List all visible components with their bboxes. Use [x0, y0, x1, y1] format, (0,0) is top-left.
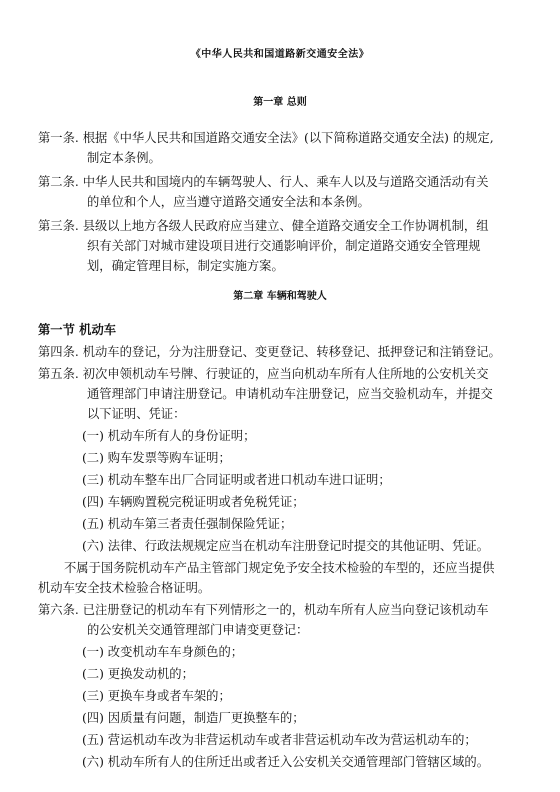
article-5-item: (四) 车辆购置税完税证明或者免税凭证； [82, 495, 305, 509]
article-6-line-1: 第六条. 已注册登记的机动车有下列情形之一的，机动车所有人应当向登记该机动车 [38, 603, 489, 617]
article-2-line-2: 的单位和个人，应当遵守道路交通安全法和本条例。 [87, 195, 370, 209]
article-5-line-1: 第五条. 初次申领机动车号牌、行驶证的，应当向机动车所有人住所地的公安机关交 [38, 367, 489, 381]
article-4-line-1: 第四条. 机动车的登记，分为注册登记、变更登记、转移登记、抵押登记和注销登记。 [38, 345, 501, 359]
article-1-line-2: 制定本条例。 [87, 151, 161, 165]
article-6-item: (五) 营运机动车改为非营运机动车或者非营运机动车改为营运机动车的； [82, 733, 477, 747]
article-6-item: (三) 更换车身或者车架的； [82, 689, 231, 703]
article-5-paragraph-line-2: 机动车安全技术检验合格证明。 [38, 581, 211, 595]
chapter-1-title: 第一章 总则 [253, 97, 307, 108]
chapter-2-title: 第二章 车辆和驾驶人 [233, 291, 327, 302]
article-5-paragraph-line-1: 不属于国务院机动车产品主管部门规定免予安全技术检验的车型的，还应当提供 [64, 561, 495, 575]
article-5-line-3: 以下证明、凭证： [87, 407, 186, 421]
article-6-item: (六) 机动车所有人的住所迁出或者迁入公安机关交通管理部门管辖区域的。 [82, 755, 490, 769]
document-title: 《中华人民共和国道路新交通安全法》 [190, 49, 370, 60]
article-5-item: (六) 法律、行政法规规定应当在机动车注册登记时提交的其他证明、凭证。 [82, 539, 490, 553]
article-1-line-1: 第一条. 根据《中华人民共和国道路交通安全法》(以下简称道路交通安全法) 的规定, [38, 131, 494, 145]
article-6-item: (一) 改变机动车车身颜色的； [82, 645, 244, 659]
article-6-line-2: 的公安机关交通管理部门申请变更登记： [87, 623, 309, 637]
article-5-item: (三) 机动车整车出厂合同证明或者进口机动车进口证明； [82, 473, 391, 487]
article-3-line-3: 划，确定管理目标，制定实施方案。 [87, 259, 284, 273]
article-5-item: (二) 购车发票等购车证明； [82, 451, 231, 465]
article-6-item: (二) 更换发动机的； [82, 667, 194, 681]
article-5-item: (一) 机动车所有人的身份证明； [82, 429, 256, 443]
article-3-line-1: 第三条. 县级以上地方各级人民政府应当建立、健全道路交通安全工作协调机制，组 [38, 219, 489, 233]
article-2-line-1: 第二条. 中华人民共和国境内的车辆驾驶人、行人、乘车人以及与道路交通活动有关 [38, 175, 489, 189]
article-5-line-2: 通管理部门申请注册登记。申请机动车注册登记，应当交验机动车，并提交 [87, 387, 493, 401]
article-3-line-2: 织有关部门对城市建设项目进行交通影响评价，制定道路交通安全管理规 [87, 239, 481, 253]
article-5-item: (五) 机动车第三者责任强制保险凭证； [82, 517, 293, 531]
article-6-item: (四) 因质量有问题，制造厂更换整车的； [82, 711, 305, 725]
section-1-title: 第一节 机动车 [38, 323, 117, 337]
